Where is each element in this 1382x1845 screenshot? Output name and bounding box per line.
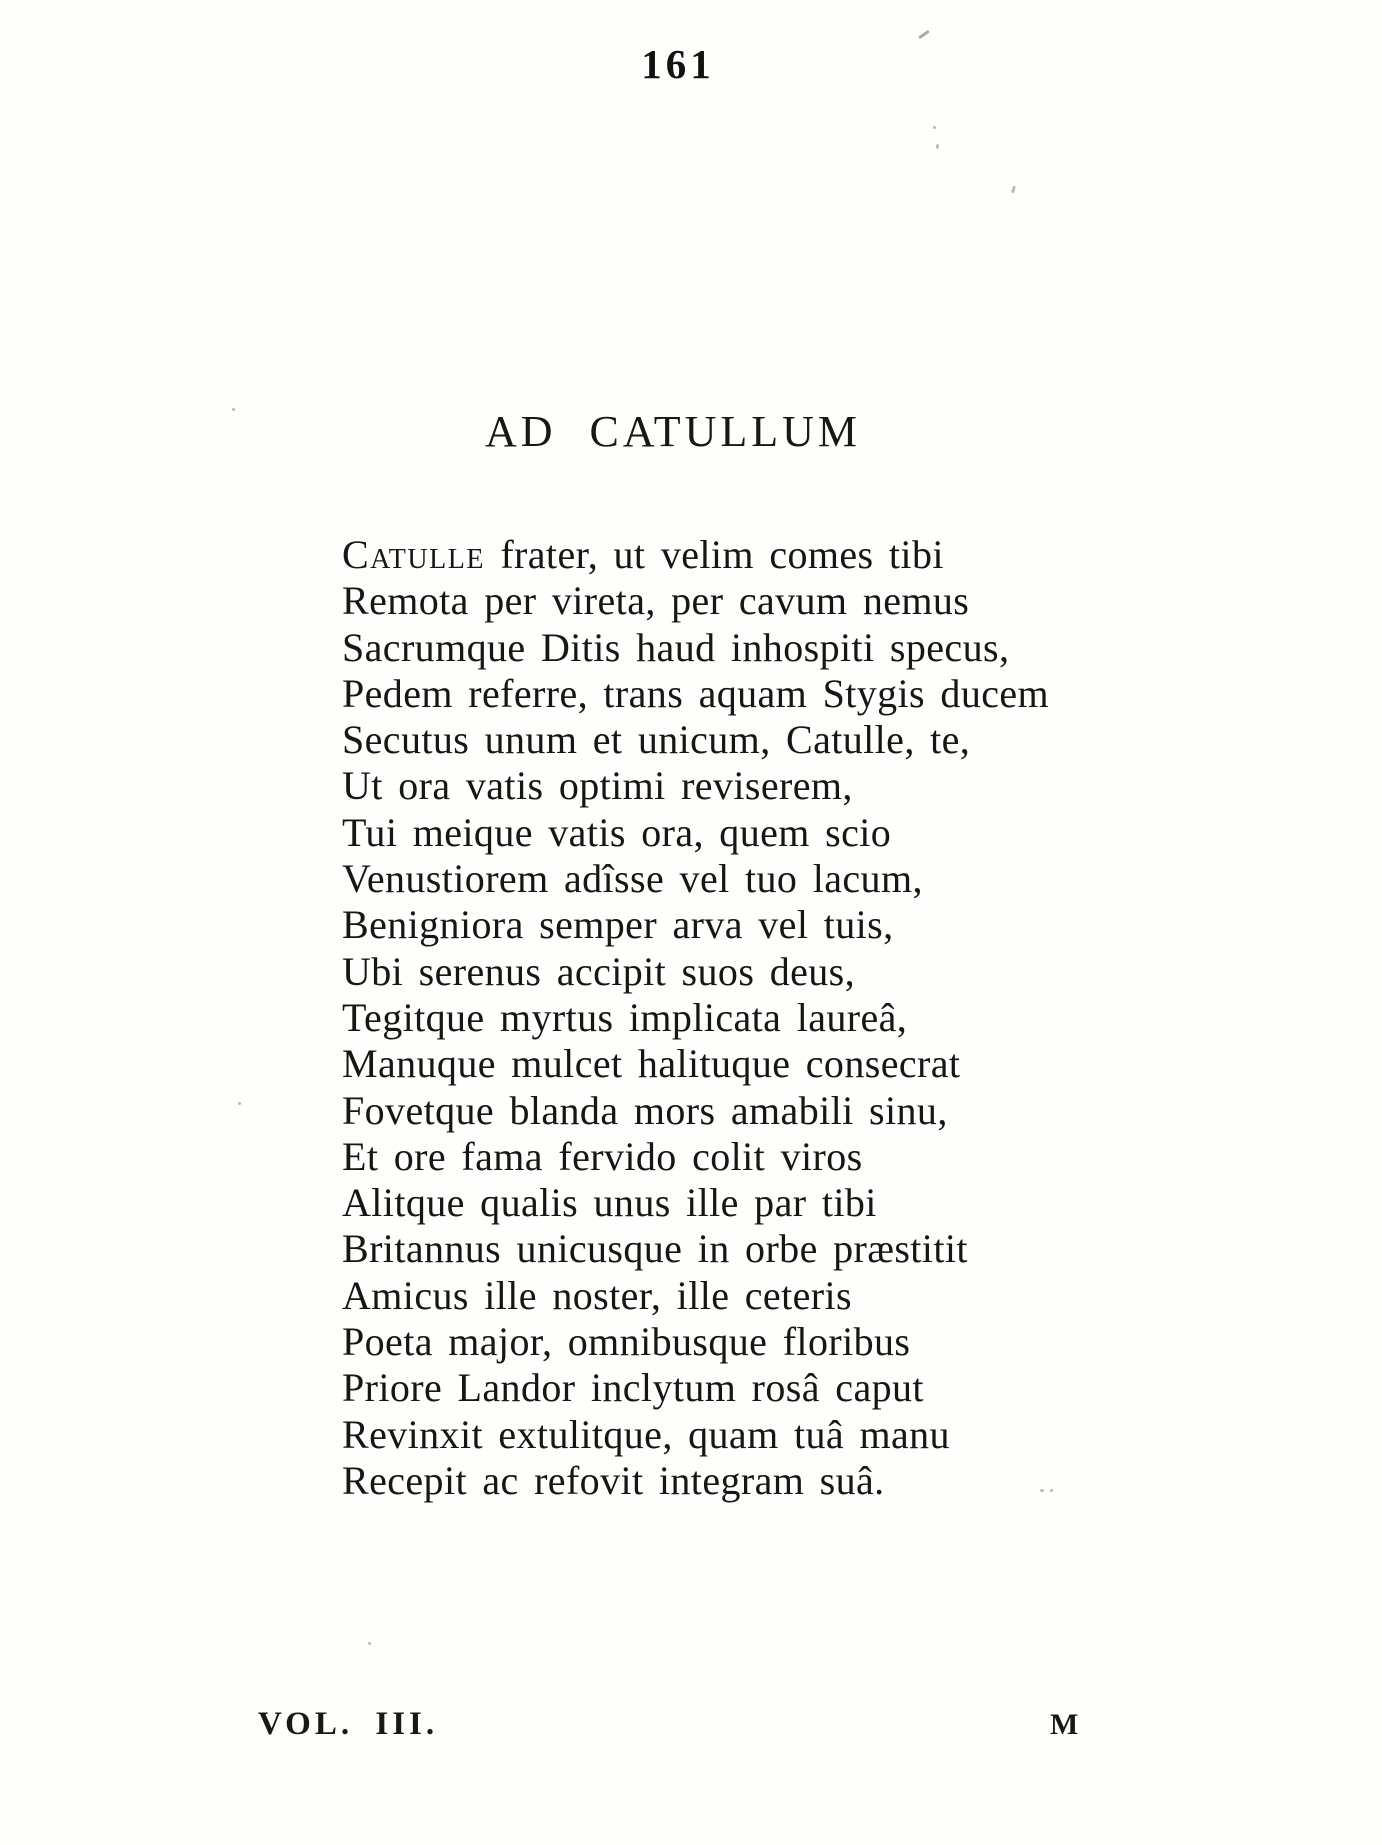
- poem-line: Et ore fama fervido colit viros: [342, 1133, 863, 1179]
- scan-artifact: [933, 126, 936, 129]
- poem-line: Tegitque myrtus implicata laureâ,: [342, 994, 908, 1040]
- footer-signature-mark: M: [1050, 1708, 1079, 1741]
- scan-artifact: [232, 408, 235, 411]
- poem-line: Revinxit extulitque, quam tuâ manu: [342, 1411, 950, 1457]
- poem-line: Poeta major, omnibusque floribus: [342, 1319, 911, 1365]
- poem-line: Secutus unum et unicum, Catulle, te,: [342, 717, 971, 763]
- scan-artifact: [238, 1102, 241, 1105]
- poem-line: Pedem referre, trans aquam Stygis ducem: [342, 670, 1050, 716]
- scan-artifact: [1011, 186, 1016, 194]
- poem-title: AD CATULLUM: [484, 407, 862, 456]
- poem-opening-word: Catulle: [342, 532, 485, 577]
- poem-line: Britannus unicusque in orbe præstitit: [342, 1226, 968, 1272]
- scan-artifact: [368, 1642, 371, 1645]
- poem-line: Remota per vireta, per cavum nemus: [342, 578, 970, 624]
- poem-line: Venustiorem adîsse vel tuo lacum,: [342, 856, 923, 902]
- poem-line: Ut ora vatis optimi reviserem,: [342, 763, 853, 809]
- poem-opening-rest: frater, ut velim comes tibi: [484, 532, 944, 577]
- scan-artifact: [1050, 1489, 1053, 1492]
- poem-line: Ubi serenus accipit suos deus,: [342, 948, 856, 994]
- poem-line: Fovetque blanda mors amabili sinu,: [342, 1087, 948, 1133]
- scan-artifact: [1040, 1489, 1044, 1492]
- poem-line: Alitque qualis unus ille par tibi: [342, 1180, 877, 1226]
- scan-artifact: [936, 144, 939, 149]
- poem-line: Priore Landor inclytum rosâ caput: [342, 1365, 924, 1411]
- footer-volume-label: VOL. III.: [258, 1706, 439, 1742]
- poem-line: [342, 532, 1162, 578]
- poem-line: Manuque mulcet halituque consecrat: [342, 1041, 961, 1087]
- scan-artifact: [918, 30, 930, 39]
- poem-line: Recepit ac refovit integram suâ.: [342, 1457, 885, 1503]
- poem-body: [342, 532, 1162, 1504]
- poem-line: Tui meique vatis ora, quem scio: [342, 809, 892, 855]
- page-number: 161: [641, 41, 715, 87]
- poem-line: Sacrumque Ditis haud inhospiti specus,: [342, 624, 1010, 670]
- poem-line: Amicus ille noster, ille ceteris: [342, 1272, 852, 1318]
- poem-line: Benigniora semper arva vel tuis,: [342, 902, 894, 948]
